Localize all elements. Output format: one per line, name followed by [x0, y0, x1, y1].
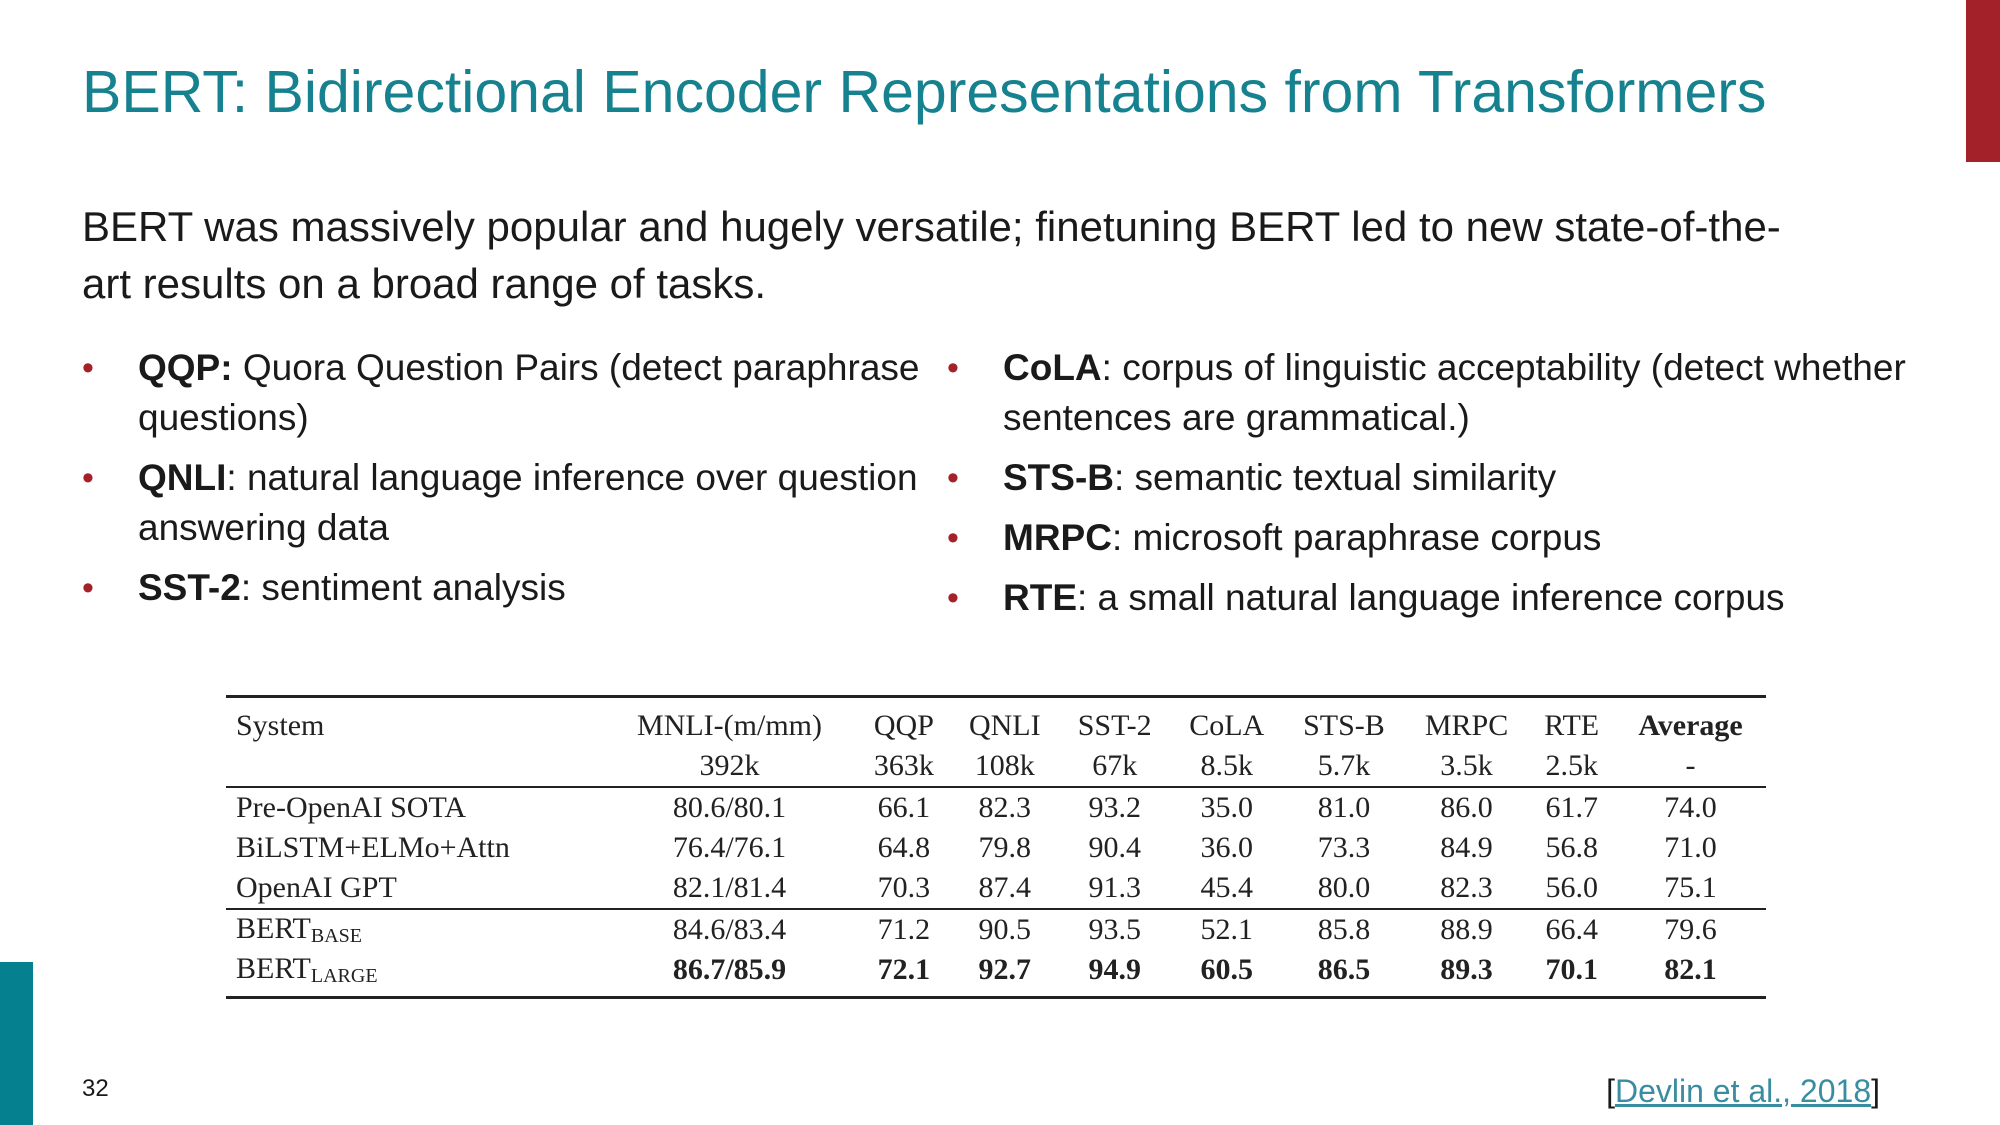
score-cell: 52.1 [1200, 913, 1254, 946]
score-cell: 71.0 [1664, 831, 1717, 864]
task-list-right [947, 343, 1947, 633]
score-cell: 75.1 [1615, 868, 1766, 909]
score-cell: 64.8 [877, 831, 931, 864]
score-cell: 45.4 [1170, 868, 1283, 909]
score-cell: 56.8 [1545, 831, 1598, 864]
score-cell: 80.0 [1283, 868, 1404, 909]
score-cell: 70.1 [1528, 950, 1615, 998]
score-cell: 60.5 [1170, 950, 1283, 998]
intro-paragraph: BERT was massively popular and hugely versatile; finetuning BERT led to new state-of-the-art results on a broad range of tasks. [82, 203, 1781, 307]
score-cell: 91.3 [1059, 868, 1170, 909]
column-header: STS-B [1283, 697, 1404, 747]
dataset-size-cell: 108k [951, 746, 1059, 787]
score-cell: 66.1 [877, 791, 931, 824]
score-cell: 82.3 [1405, 868, 1529, 909]
score-cell: 84.6/83.4 [672, 913, 787, 946]
score-cell: 90.5 [978, 913, 1032, 946]
dataset-size-cell: 2.5k [1528, 746, 1615, 787]
bullet-dot-icon: • [82, 459, 94, 497]
glue-results-table [226, 695, 1766, 999]
system-name-cell [226, 909, 602, 950]
dataset-size-cell: 392k [602, 746, 857, 787]
system-name: Pre-OpenAI SOTA [236, 791, 467, 824]
bullet-dot-icon: • [947, 459, 959, 497]
bullet-item [82, 343, 942, 443]
score-cell: 82.1 [1615, 950, 1766, 998]
task-list-left [82, 343, 942, 623]
system-name: BERT [236, 912, 311, 945]
score-cell: 79.6 [1664, 913, 1717, 946]
bullet-term: STS-B [1003, 457, 1114, 498]
column-header: System [226, 697, 602, 747]
score-cell: 92.7 [951, 950, 1059, 998]
column-header: QQP [857, 697, 950, 747]
bullet-item [82, 563, 942, 613]
column-header: CoLA [1170, 697, 1283, 747]
dataset-size-cell: 363k [857, 746, 950, 787]
dataset-size-cell: 5.7k [1283, 746, 1404, 787]
score-cell: 86.5 [1283, 950, 1404, 998]
baseline-rows [226, 787, 1766, 909]
score-cell: 82.1/81.4 [602, 868, 857, 909]
bullet-term: RTE [1003, 577, 1077, 618]
score-cell: 82.3 [978, 791, 1032, 824]
bullet-description: : semantic textual similarity [1114, 457, 1557, 498]
top-right-accent-bar [1966, 0, 2000, 162]
bullet-item [947, 343, 1947, 443]
score-cell: 35.0 [1200, 791, 1254, 824]
results-table-container [226, 695, 1766, 999]
dataset-size-cell: 8.5k [1170, 746, 1283, 787]
score-cell: 93.2 [1088, 791, 1141, 824]
bullet-description: : microsoft paraphrase corpus [1111, 517, 1602, 558]
bullet-dot-icon: • [947, 579, 959, 617]
citation-link[interactable]: Devlin et al., 2018 [1614, 1073, 1872, 1109]
bullet-term: QQP: [138, 347, 233, 388]
bullet-description: : a small natural language inference corpus [1077, 577, 1785, 618]
score-cell: 87.4 [951, 868, 1059, 909]
bullet-description: : natural language inference over question answering data [138, 457, 918, 548]
bullet-dot-icon: • [82, 349, 94, 387]
citation-close-bracket: ] [1871, 1073, 1880, 1109]
slide-title: BERT: Bidirectional Encoder Representations from Transformers [82, 59, 1767, 125]
score-cell: 72.1 [857, 950, 950, 998]
bottom-left-accent-bar [0, 962, 33, 1125]
table-header-row [226, 697, 1766, 747]
bullet-term: MRPC [1003, 517, 1112, 558]
score-cell: 66.4 [1545, 913, 1598, 946]
system-name: BERT [236, 952, 311, 985]
system-name-cell [226, 828, 602, 868]
bullet-item [947, 573, 1947, 623]
table-row [226, 787, 1766, 828]
bullet-description: : sentiment analysis [240, 567, 566, 608]
dataset-size-cell: - [1615, 746, 1766, 787]
score-cell: 88.9 [1440, 913, 1493, 946]
bullet-term: QNLI [138, 457, 227, 498]
score-cell: 90.4 [1088, 831, 1141, 864]
score-cell: 94.9 [1059, 950, 1170, 998]
score-cell: 74.0 [1664, 791, 1717, 824]
dataset-size-cell: 3.5k [1405, 746, 1529, 787]
column-header: MNLI-(m/mm) [602, 697, 857, 747]
bullet-item [947, 453, 1947, 503]
score-cell: 93.5 [1088, 913, 1141, 946]
column-header: MRPC [1405, 697, 1529, 747]
score-cell: 71.2 [877, 913, 931, 946]
table-row [226, 950, 1766, 998]
table-size-row [226, 746, 1766, 787]
table-row [226, 868, 1766, 909]
table-row [226, 909, 1766, 950]
score-cell: 81.0 [1317, 791, 1371, 824]
score-cell: 56.0 [1528, 868, 1615, 909]
bullet-dot-icon: • [947, 519, 959, 557]
system-subscript: LARGE [310, 965, 378, 987]
score-cell: 85.8 [1317, 913, 1371, 946]
system-name-cell [226, 868, 602, 909]
citation-open-bracket: [ [1606, 1073, 1615, 1109]
system-name-cell [226, 787, 602, 828]
column-header: Average [1615, 697, 1766, 747]
score-cell: 79.8 [978, 831, 1032, 864]
column-header: QNLI [951, 697, 1059, 747]
bullet-description: Quora Question Pairs (detect paraphrase questions) [138, 347, 920, 438]
dataset-size-cell [226, 746, 602, 787]
bullet-item [947, 513, 1947, 563]
bullet-dot-icon: • [947, 349, 959, 387]
page-number: 32 [82, 1075, 109, 1102]
score-cell: 70.3 [857, 868, 950, 909]
score-cell: 86.0 [1440, 791, 1493, 824]
score-cell: 76.4/76.1 [672, 831, 787, 864]
column-header: SST-2 [1059, 697, 1170, 747]
score-cell: 86.7/85.9 [602, 950, 857, 998]
score-cell: 84.9 [1440, 831, 1493, 864]
bullet-item [82, 453, 942, 553]
bullet-dot-icon: • [82, 569, 94, 607]
bullet-term: SST-2 [138, 567, 241, 608]
system-name: BiLSTM+ELMo+Attn [236, 831, 510, 864]
score-cell: 73.3 [1317, 831, 1371, 864]
score-cell: 89.3 [1405, 950, 1529, 998]
table-row [226, 828, 1766, 868]
score-cell: 36.0 [1200, 831, 1254, 864]
score-cell: 80.6/80.1 [672, 791, 787, 824]
bullet-description: : corpus of linguistic acceptability (detect whether sentences are grammatical.) [1003, 347, 1906, 438]
system-name: OpenAI GPT [236, 871, 397, 904]
dataset-size-cell: 67k [1059, 746, 1170, 787]
score-cell: 61.7 [1545, 791, 1598, 824]
bullet-term: CoLA [1003, 347, 1102, 388]
citation [1606, 1073, 1880, 1110]
system-subscript: BASE [310, 925, 362, 947]
bert-rows [226, 909, 1766, 998]
system-name-cell [226, 950, 602, 998]
column-header: RTE [1528, 697, 1615, 747]
